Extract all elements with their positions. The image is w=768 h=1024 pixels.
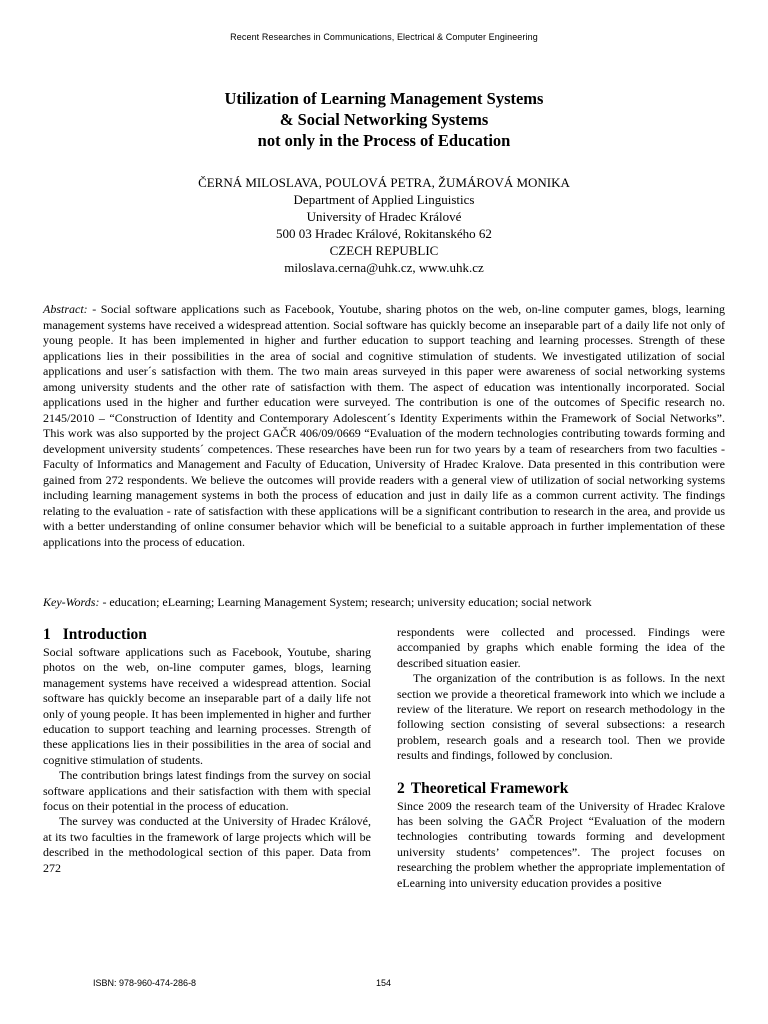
section-number: 1: [43, 626, 51, 643]
paper-title: [0, 88, 768, 151]
keywords-text: - education; eLearning; Learning Management System; research; university education; social network: [99, 595, 592, 609]
paragraph: Social software applications such as Facebook, Youtube, sharing photos on the web, on-line computer games, blogs, learning management systems have received a widespread attention. Social software has quickly become an inseparable part of a daily life not only of young people. It has been implemented in higher and further education to support teaching and learning processes. Strength of these applications lies in their possibilities in the area of social and cognitive stimulation of students.: [43, 645, 371, 767]
paragraph: The survey was conducted at the University of Hradec Králové, at its two faculties in the framework of large projects which will be described in the methodological section of this paper. Data from 272: [43, 814, 371, 875]
title-line-1: Utilization of Learning Management Systems: [224, 89, 544, 108]
page-number: 154: [376, 978, 392, 988]
affiliation-university: University of Hradec Králové: [306, 209, 462, 224]
affiliation-address: 500 03 Hradec Králové, Rokitanského 62: [276, 226, 492, 241]
paragraph: respondents were collected and processed. Findings were accompanied by graphs which enable forming the idea of the described situation easier.: [397, 625, 725, 670]
abstract-text: - Social software applications such as Facebook, Youtube, sharing photos on the web, on-line computer games, blogs, learning management systems have received a widespread attention. Social software has quickly become an inseparable part of a daily life not only of young people. It has been implemented in higher and further education to support teaching and learning processes. Strength of these applications lies in their possibilities in the area of social and cognitive stimulation of students. We investigated utilization of social applications and user´s satisfaction with them. The two main areas surveyed in this paper were awareness of social networking systems among university students and the other rate of satisfaction with them. The aspect of education was intentionally incorporated. Social applications used in the higher and further education were surveyed. The contribution is one of the outcomes of Specific research no. 2145/2010 – “Construction of Identity and Contemporary Adolescent´s Identity Experiments within the Framework of Social Networks”. This work was also supported by the project GAČR 406/09/0669 “Evaluation of the modern technologies contributing towards forming and development university students´ competences. These researches have been run for two years by a team of researchers from two faculties - Faculty of Informatics and Management and Faculty of Education, University of Hradec Kralove. Data presented in this contribution were gained from 272 respondents. We believe the outcomes will provide readers with a general view of utilization of social networking systems including learning management systems in both the process of education and just in daily life as a common current activity. The findings relating to the evaluation - rate of satisfaction with these applications will be a significant contribution to research in the area, and provide us with a better understanding of online consumer behavior which will be beneficial to a suitable approach in further implementation of these applications into the process of education.: [43, 302, 725, 549]
running-head: Recent Researches in Communications, Electrical & Computer Engineering: [230, 32, 538, 42]
footer-isbn: ISBN: 978-960-474-286-8: [93, 978, 197, 988]
section-title: Introduction: [62, 626, 147, 643]
contact-email-web: miloslava.cerna@uhk.cz, www.uhk.cz: [284, 260, 484, 275]
affiliation-country: CZECH REPUBLIC: [329, 243, 439, 258]
section-title: Theoretical Framework: [410, 779, 569, 797]
title-line-2: & Social Networking Systems: [279, 110, 489, 129]
section-heading-theoretical-framework: [397, 779, 725, 799]
author-block: [0, 174, 768, 276]
right-column: [397, 625, 725, 891]
paragraph: The organization of the contribution is as follows. In the next section we provide a theoretical framework into which we include a review of the literature. We report on research methodology in the following section consisting of several subsections: a research problem, research goals and a research tool. Then we provide results and findings, followed by conclusion.: [397, 671, 725, 763]
keywords: [43, 595, 725, 611]
abstract-label: Abstract:: [43, 302, 88, 316]
affiliation-department: Department of Applied Linguistics: [293, 192, 475, 207]
title-line-3: not only in the Process of Education: [257, 131, 511, 150]
section-number: 2: [397, 779, 405, 797]
abstract: [43, 302, 725, 550]
authors: ČERNÁ MILOSLAVA, POULOVÁ PETRA, ŽUMÁROVÁ MONIKA: [198, 175, 570, 190]
paragraph: Since 2009 the research team of the University of Hradec Kralove has been solving the GAČR Project “Evaluation of the modern technologies contributing towards forming and development university students’ competences”. The project focuses on researching the problem whether the appropriate implementation of eLearning into university education provides a positive: [397, 798, 725, 890]
keywords-label: Key-Words:: [43, 595, 100, 609]
left-column: [43, 625, 371, 876]
paragraph: The contribution brings latest findings from the survey on social software applications and their satisfaction with them with special focus on their potential in the process of education.: [43, 768, 371, 814]
section-heading-introduction: [43, 625, 371, 645]
